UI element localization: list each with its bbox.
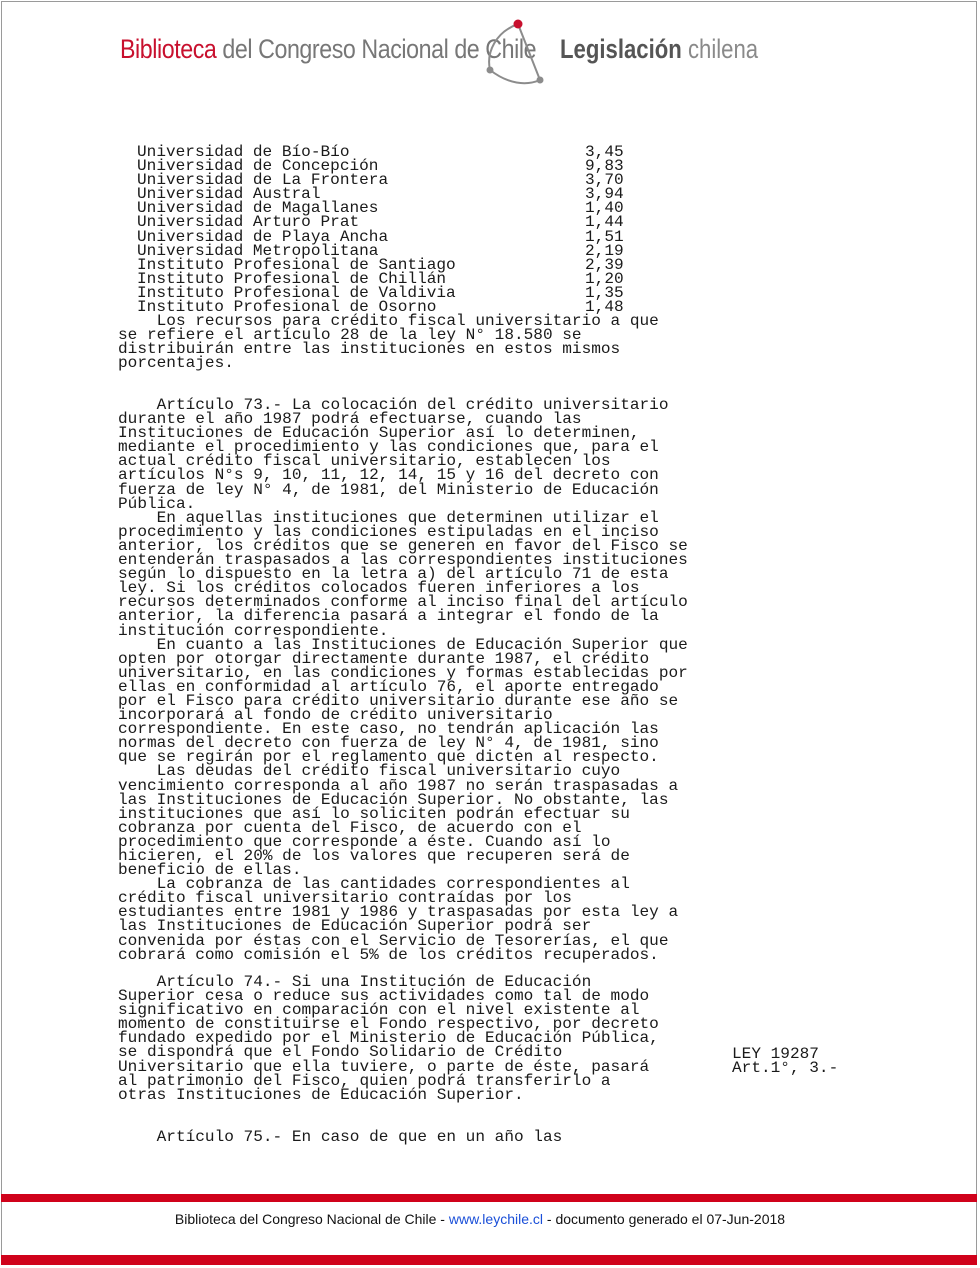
- institution-percentage: 3,70: [585, 171, 624, 190]
- institution-name: Universidad de Playa Ancha: [137, 227, 389, 246]
- institution-percentage: 1,48: [585, 298, 624, 317]
- institution-name: Universidad Metropolitana: [137, 241, 379, 260]
- article-75: Artículo 75.- En caso de que en un año las: [118, 1128, 563, 1146]
- paragraph-recursos: Los recursos para crédito fiscal universitario a que se refiere el artículo 28 de la ley N° 18.580 se distribuirán entre las instituciones en estos mismos porcentajes.: [118, 312, 659, 373]
- institution-name: Instituto Profesional de Osorno: [137, 298, 437, 317]
- institution-name: Universidad de Bío-Bío: [137, 143, 350, 161]
- institution-percentage: 1,35: [585, 283, 624, 302]
- institution-percentage: 3,94: [585, 185, 624, 204]
- institution-name: Universidad de Concepción: [137, 157, 379, 176]
- institution-name: Universidad Austral: [137, 185, 321, 204]
- institution-percentage: 1,20: [585, 269, 624, 288]
- institution-name: Universidad de Magallanes: [137, 199, 379, 218]
- page-header: [0, 0, 980, 100]
- article-73: Artículo 73.- La colocación del crédito universitario durante el año 1987 podrá efectuarse, cuando las Instituciones de Educación Superior así lo determinen, mediante el procedimiento y las condiciones que, para el actual crédito fiscal universitario, establecen los artículos N°s 9, 10, 11, 12, 14, 15 y 16 del decreto con fuerza de ley N° 4, de 1981, del Ministerio de Educación Pública. En aquellas instituciones que determinen utilizar el procedimiento y las condiciones estipuladas en el inciso anterior, los créditos que se generen en favor del Fisco se entenderán traspasados a las correspondientes instituciones según lo dispuesto en la letra a) del artículo 71 de esta ley. Si los créditos colocados fueren inferiores a los recursos determinados conforme al inciso final del artículo anterior, la diferencia pasará a integrar el fondo de la institución correspondiente. En cuanto a las Instituciones de Educación Superior que opten por otorgar directamente durante 1987, el crédito universitario, en las condiciones y formas establecidas por ellas en conformidad al artículo 76, el aporte entregado por el Fisco para crédito universitario durante ese año se incorporará al fondo de crédito universitario correspondiente. En este caso, no tendrán aplicación las normas del decreto con fuerza de ley N° 4, de 1981, sino que se regirán por el reglamento que dicten al respecto. Las deudas del crédito fiscal universitario cuyo vencimiento corresponda al año 1987 no serán traspasadas a las Instituciones de Educación Superior. No obstante, las instituciones que así lo soliciten podrán efectuar su cobranza por cuenta del Fisco, de acuerdo con el procedimiento que corresponde a éste. Cuando así lo hicieren, el 20% de los valores que recuperen será de beneficio de ellas. La cobranza de las cantidades correspondientes al crédito fiscal universitario contraídas por los estudiantes entre 1981 y 1986 y traspasadas por esta ley a las Instituciones de Educación Superior podrá ser convenida por éstas con el Servicio de Tesorerías, el que cobrará como comisión el 5% de los créditos recuperados.: [118, 396, 688, 964]
- institution-percentage: 9,83: [585, 157, 624, 176]
- footer-divider-top: [1, 1194, 977, 1202]
- institution-name: Instituto Profesional de Santiago: [137, 255, 456, 274]
- legislacion-logo-text: [560, 34, 758, 65]
- footer-prefix: Biblioteca del Congreso Nacional de Chile -: [174, 1211, 449, 1227]
- institution-percentage: 1,44: [585, 213, 624, 232]
- institution-name: Instituto Profesional de Valdivia: [137, 283, 456, 302]
- margin-note-ley: LEY 19287 Art.1°, 3.-: [732, 1045, 839, 1078]
- article-74: Artículo 74.- Si una Institución de Educación Superior cesa o reduce sus actividades como tal de modo significativo en comparación con el nivel existente al momento de constituirse el Fondo respectivo, por decreto fundado expedido por el Ministerio de Educación Pública, se dispondrá que el Fondo Solidario de Crédito Universitario que ella tuviere, o parte de éste, pasará al patrimonio del Fisco, quien podrá transferirlo a otras Instituciones de Educación Superior.: [118, 973, 659, 1104]
- bcn-logo-accent: Biblioteca: [120, 34, 217, 64]
- institution-percentage: 1,40: [585, 199, 624, 218]
- bcn-logo-text: [120, 34, 536, 65]
- footer-link[interactable]: www.leychile.cl: [448, 1211, 543, 1227]
- institution-percentage: 1,51: [585, 227, 624, 246]
- legislacion-logo-light: chilena: [681, 34, 759, 64]
- footer-suffix: - documento generado el 07-Jun-2018: [543, 1211, 786, 1227]
- institution-name: Instituto Profesional de Chillán: [137, 269, 447, 288]
- bcn-logo-rest: del Congreso Nacional de Chile: [216, 34, 537, 64]
- leychile-logo-icon: [478, 18, 548, 90]
- footer-divider-bottom: [1, 1255, 977, 1265]
- institution-percentage: 3,45: [585, 143, 624, 161]
- institution-name: Universidad de La Frontera: [137, 171, 389, 190]
- institution-name: Universidad Arturo Prat: [137, 213, 360, 232]
- footer-text: [0, 1211, 960, 1227]
- institution-percentage: 2,19: [585, 241, 624, 260]
- institution-percentage: 2,39: [585, 255, 624, 274]
- legislacion-logo-bold: Legislación: [560, 34, 682, 64]
